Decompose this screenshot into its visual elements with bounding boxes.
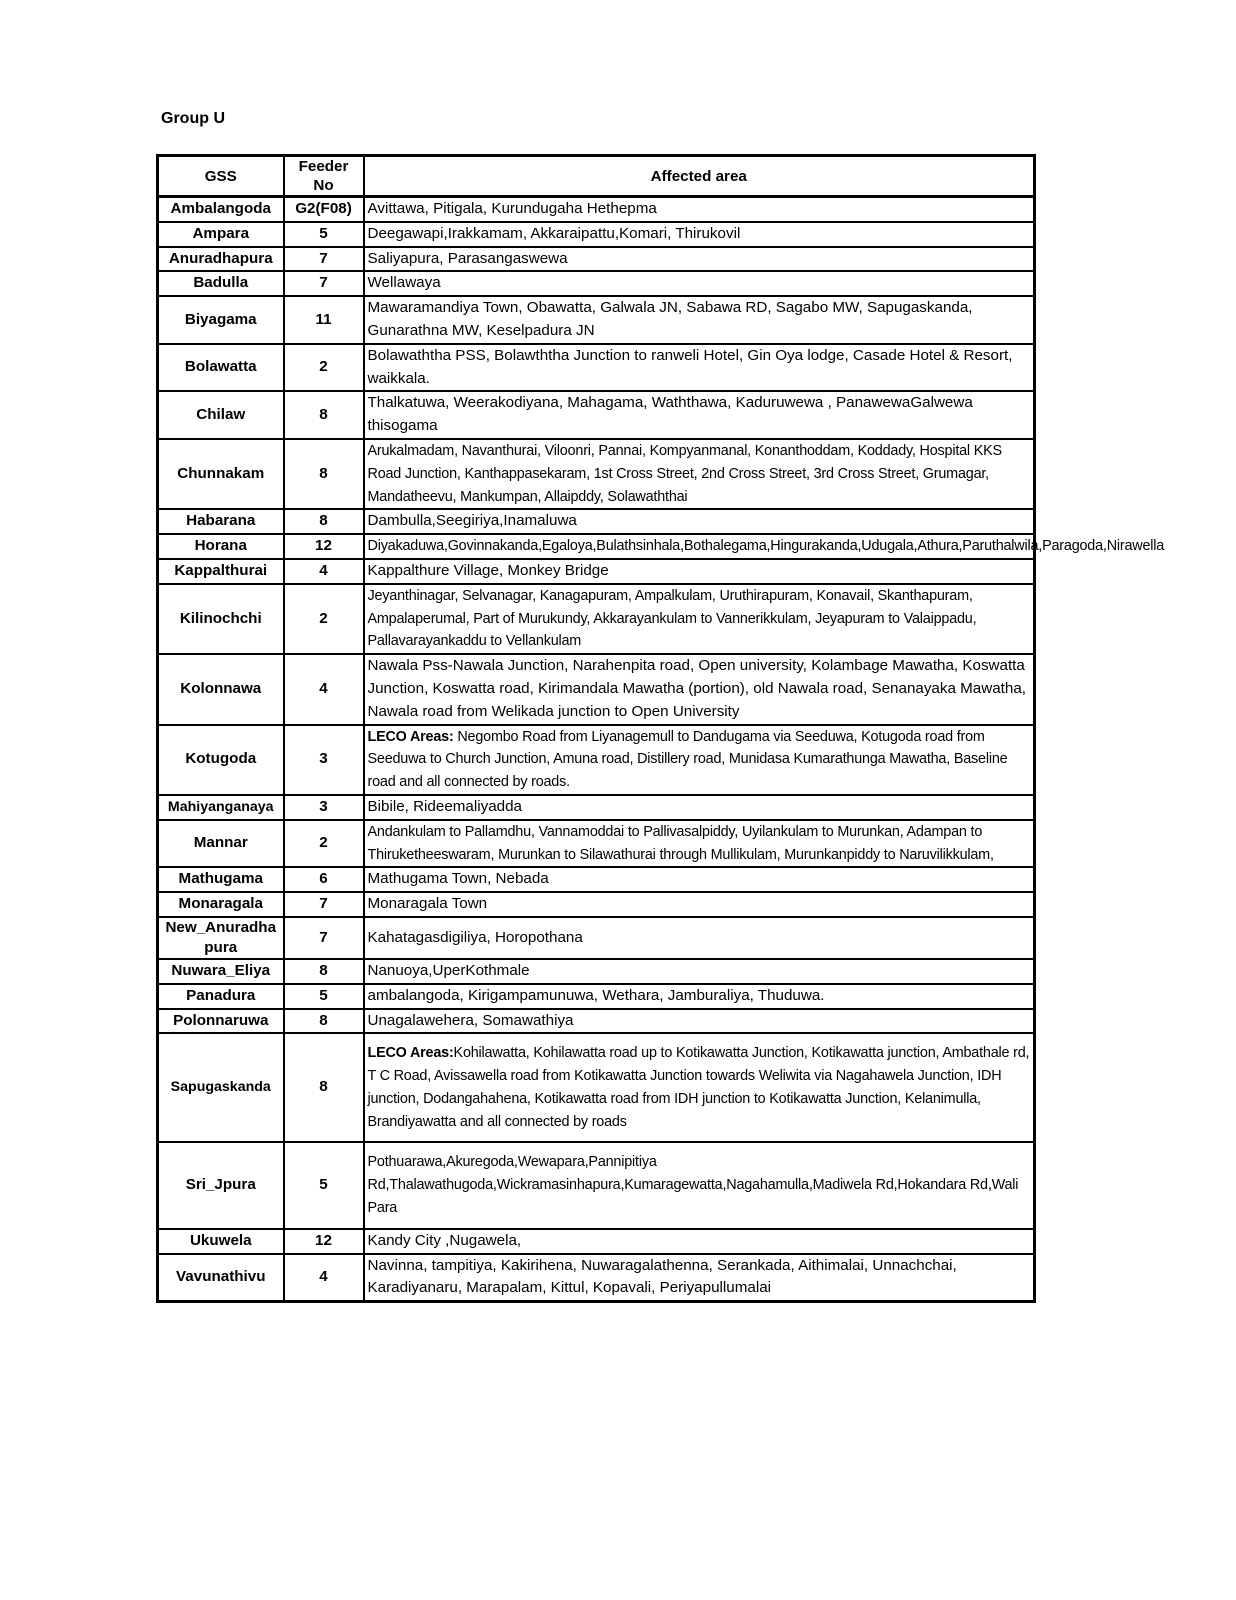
area-text: Andankulam to Pallamdhu, Vannamoddai to Pallivasalpiddy, Uyilankulam to Murunkan, Adampan to Thiruketheeswaram, Murunkan to Silawathurai through Mullikulam, Murunkanpiddy to Naruvilikkulam, <box>367 823 994 863</box>
header-gss: GSS <box>158 156 284 197</box>
affected-area-cell <box>364 1033 1035 1142</box>
table-row <box>158 391 1035 439</box>
area-text: Arukalmadam, Navanthurai, Viloonri, Pannai, Kompyanmanal, Konanthoddam, Koddady, Hospital KKS Road Junction, Kanthappasekaram, 1st Cross Street, 2nd Cross Street, 3rd Cross Street, Grumagar, Mandatheevu, Mankumpan, Allaipddy, Solawaththai <box>367 442 1002 505</box>
gss-cell: Habarana <box>158 509 284 534</box>
feeder-no-cell: 4 <box>284 559 364 584</box>
gss-cell: Chunnakam <box>158 439 284 509</box>
group-title: Group U <box>161 110 225 127</box>
feeder-no-cell: 7 <box>284 892 364 917</box>
affected-area-cell <box>364 795 1035 820</box>
gss-cell: Kilinochchi <box>158 584 284 654</box>
gss-cell: Anuradhapura <box>158 247 284 272</box>
feeder-no-cell: 7 <box>284 271 364 296</box>
gss-cell: Ambalangoda <box>158 197 284 222</box>
gss-cell: Nuwara_Eliya <box>158 959 284 984</box>
gss-cell: Kappalthurai <box>158 559 284 584</box>
affected-area-cell <box>364 1254 1035 1302</box>
area-text: Bibile, Rideemaliyadda <box>367 797 522 815</box>
area-text: Kandy City ,Nugawela, <box>367 1231 522 1249</box>
table-row <box>158 271 1035 296</box>
feeder-no-cell: 2 <box>284 344 364 392</box>
affected-area-cell <box>364 1229 1035 1254</box>
table-row <box>158 820 1035 868</box>
gss-cell: Ampara <box>158 222 284 247</box>
affected-area-cell <box>364 959 1035 984</box>
feeder-no-cell: 5 <box>284 984 364 1009</box>
affected-area-cell <box>364 296 1035 344</box>
feeder-no-cell: 7 <box>284 247 364 272</box>
area-text: Kahatagasdigiliya, Horopothana <box>367 928 583 946</box>
affected-area-cell <box>364 509 1035 534</box>
table-row <box>158 1033 1035 1142</box>
feeder-no-cell: 8 <box>284 439 364 509</box>
feeder-no-cell: 3 <box>284 725 364 795</box>
area-text: Mathugama Town, Nebada <box>367 870 549 888</box>
gss-cell: Panadura <box>158 984 284 1009</box>
feeder-no-cell: 5 <box>284 1142 364 1228</box>
table-row <box>158 1009 1035 1034</box>
feeder-no-cell: 7 <box>284 917 364 959</box>
feeder-no-cell: 12 <box>284 534 364 559</box>
gss-cell: Mathugama <box>158 867 284 892</box>
affected-area-cell <box>364 534 1165 559</box>
area-text: Nanuoya,UperKothmale <box>367 961 530 979</box>
table-row <box>158 296 1035 344</box>
table-row <box>158 984 1035 1009</box>
affected-area-cell <box>364 197 1035 222</box>
feeder-no-cell: 8 <box>284 1009 364 1034</box>
table-row <box>158 559 1035 584</box>
affected-area-cell <box>364 892 1035 917</box>
gss-cell: Horana <box>158 534 284 559</box>
table-row <box>158 892 1035 917</box>
affected-area-cell <box>364 984 1035 1009</box>
area-text: Unagalawehera, Somawathiya <box>367 1011 574 1029</box>
table-row <box>158 439 1035 509</box>
gss-cell: Sri_Jpura <box>158 1142 284 1228</box>
affected-area-cell <box>364 725 1035 795</box>
gss-cell: Kolonnawa <box>158 654 284 724</box>
gss-cell: New_Anuradha pura <box>158 917 284 959</box>
area-text: Mawaramandiya Town, Obawatta, Galwala JN, Sabawa RD, Sagabo MW, Sapugaskanda, Gunarathna MW, Keselpadura JN <box>367 299 973 339</box>
table-row <box>158 1142 1035 1228</box>
feeder-no-cell: 11 <box>284 296 364 344</box>
area-text: ambalangoda, Kirigampamunuwa, Wethara, Jamburaliya, Thuduwa. <box>367 986 825 1004</box>
feeder-no-cell: 3 <box>284 795 364 820</box>
table-row <box>158 247 1035 272</box>
feeder-no-cell: 4 <box>284 1254 364 1302</box>
feeder-no-cell: 8 <box>284 1033 364 1142</box>
table-row <box>158 1229 1035 1254</box>
area-text: Navinna, tampitiya, Kakirihena, Nuwaragalathenna, Serankada, Aithimalai, Unnachchai, Karadiyanaru, Marapalam, Kittul, Kopavali, Periyapullumalai <box>367 1256 957 1297</box>
area-text: Wellawaya <box>367 274 441 292</box>
area-label: LECO Areas: <box>367 728 454 745</box>
affected-area-cell <box>364 344 1035 392</box>
affected-area-cell <box>364 391 1035 439</box>
gss-cell: Ukuwela <box>158 1229 284 1254</box>
area-label: LECO Areas: <box>367 1045 454 1062</box>
feeder-no-cell: 8 <box>284 391 364 439</box>
gss-cell: Sapugaskanda <box>158 1033 284 1142</box>
area-text: Negombo Road from Liyanagemull to Dandugama via Seeduwa, Kotugoda road from Seeduwa to Church Junction, Amuna road, Distillery road, Munidasa Kumarathunga Mawatha, Baseline road and all connected by roads. <box>367 728 1008 791</box>
affected-area-cell <box>364 1009 1035 1034</box>
gss-cell: Bolawatta <box>158 344 284 392</box>
affected-area-cell <box>364 867 1035 892</box>
feeder-no-cell: 4 <box>284 654 364 724</box>
affected-area-cell <box>364 247 1035 272</box>
area-text: Bolawaththa PSS, Bolawththa Junction to ranweli Hotel, Gin Oya lodge, Casade Hotel & Resort, waikkala. <box>367 346 1013 387</box>
feeder-no-cell: 12 <box>284 1229 364 1254</box>
table-row <box>158 795 1035 820</box>
area-text: Jeyanthinagar, Selvanagar, Kanagapuram, Ampalkulam, Uruthirapuram, Konavail, Skanthapuram, Ampalaperumal, Part of Murukundy, Akkarayankulam to Vannerikkulam, Jeyapuram to Valaippadu, Pallavarayankaddu to Vellankulam <box>367 587 977 650</box>
table-row <box>158 917 1035 959</box>
feeder-no-cell: 8 <box>284 509 364 534</box>
gss-cell: Kotugoda <box>158 725 284 795</box>
table-row <box>158 197 1035 222</box>
header-feeder-no: Feeder No <box>284 156 364 197</box>
table-row <box>158 222 1035 247</box>
gss-cell: Polonnaruwa <box>158 1009 284 1034</box>
feeder-no-cell: 8 <box>284 959 364 984</box>
affected-area-cell <box>364 439 1035 509</box>
affected-area-cell <box>364 222 1035 247</box>
feeder-no-cell: 6 <box>284 867 364 892</box>
area-text: Pothuarawa,Akuregoda,Wewapara,Pannipitiya Rd,Thalawathugoda,Wickramasinhapura,Kumaragewatta,Nagahamulla,Madiwela Rd,Hokandara Rd,Wali Para <box>367 1154 1019 1217</box>
gss-cell: Mahiyanganaya <box>158 795 284 820</box>
gss-cell: Mannar <box>158 820 284 868</box>
table-row <box>158 534 1035 559</box>
table-row <box>158 584 1035 654</box>
table-row <box>158 959 1035 984</box>
area-text: Nawala Pss-Nawala Junction, Narahenpita road, Open university, Kolambage Mawatha, Koswatta Junction, Koswatta road, Kirimandala Mawatha (portion), old Nawala road, Senanayaka Mawatha, Nawala road from Welikada junction to Open University <box>367 657 1026 720</box>
outage-table <box>156 154 1165 1303</box>
table-header-row <box>158 156 1035 197</box>
affected-area-cell <box>364 917 1035 959</box>
table-row <box>158 344 1035 392</box>
area-text: Monaragala Town <box>367 895 488 913</box>
area-text: Thalkatuwa, Weerakodiyana, Mahagama, Waththawa, Kaduruwewa , PanawewaGalwewa thisogama <box>367 394 973 435</box>
area-text: Diyakaduwa,Govinnakanda,Egaloya,Bulathsinhala,Bothalegama,Hingurakanda,Udugala,Athura,Paruthalwila,Paragoda,Nirawella <box>367 538 1165 555</box>
affected-area-cell <box>364 584 1035 654</box>
area-text: Dambulla,Seegiriya,Inamaluwa <box>367 512 577 530</box>
feeder-no-cell: G2(F08) <box>284 197 364 222</box>
area-text: Avittawa, Pitigala, Kurundugaha Hethepma <box>367 200 657 217</box>
affected-area-cell <box>364 820 1035 868</box>
table-row <box>158 725 1035 795</box>
feeder-no-cell: 2 <box>284 820 364 868</box>
gss-cell: Vavunathivu <box>158 1254 284 1302</box>
header-affected-area: Affected area <box>364 156 1035 197</box>
table-row <box>158 509 1035 534</box>
gss-cell: Monaragala <box>158 892 284 917</box>
area-text: Deegawapi,Irakkamam, Akkaraipattu,Komari, Thirukovil <box>367 224 741 242</box>
table-row <box>158 654 1035 724</box>
affected-area-cell <box>364 559 1035 584</box>
table-row <box>158 1254 1035 1302</box>
gss-cell: Badulla <box>158 271 284 296</box>
affected-area-cell <box>364 271 1035 296</box>
table-row <box>158 867 1035 892</box>
gss-cell: Biyagama <box>158 296 284 344</box>
area-text: Kohilawatta, Kohilawatta road up to Kotikawatta Junction, Kotikawatta junction, Ambathale rd, T C Road, Avissawella road from Kotikawatta Junction towards Weliwita via Nagahawela Junction, IDH junction, Dodangahahena, Kotikawatta road from IDH junction to Kotikawatta Junction, Kelanimulla, Brandiyawatta and all connected by roads <box>367 1045 1030 1130</box>
area-text: Saliyapura, Parasangaswewa <box>367 249 568 267</box>
feeder-no-cell: 5 <box>284 222 364 247</box>
gss-cell: Chilaw <box>158 391 284 439</box>
area-text: Kappalthure Village, Monkey Bridge <box>367 561 609 579</box>
feeder-no-cell: 2 <box>284 584 364 654</box>
affected-area-cell <box>364 1142 1035 1228</box>
affected-area-cell <box>364 654 1035 724</box>
